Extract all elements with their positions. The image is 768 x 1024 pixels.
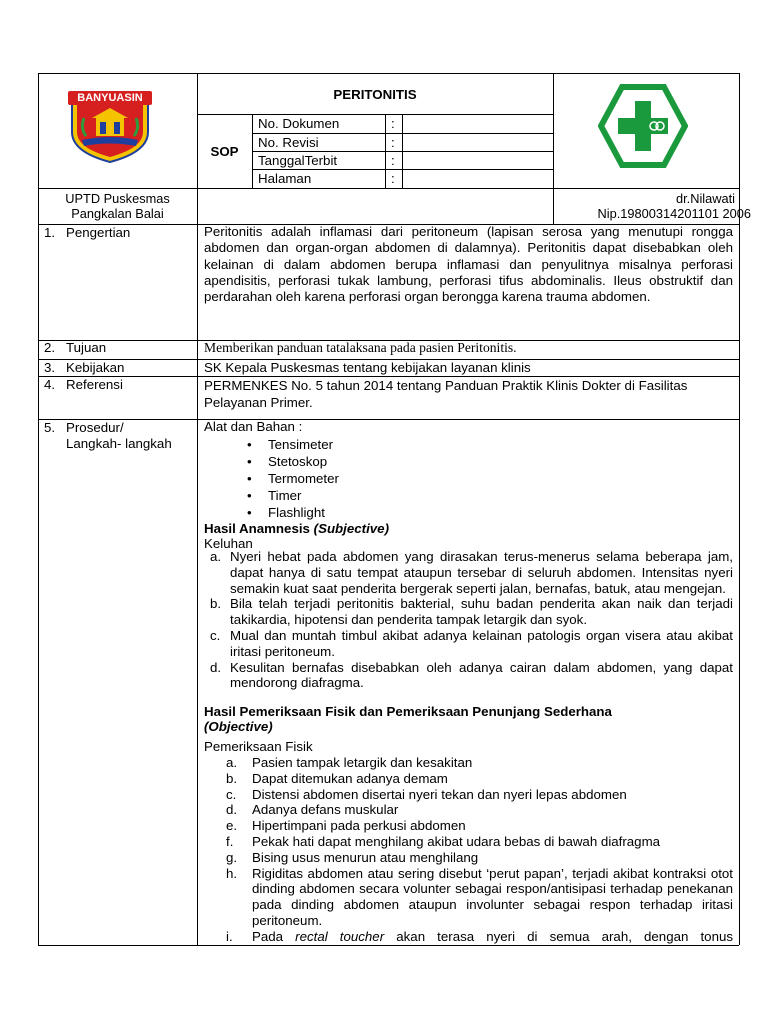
item-text: Kesulitan bernafas disebabkan oleh adanya cairan dalam abdomen, yang dapat mendorong diafragma. [230, 659, 733, 691]
item-text: Pekak hati dapat menghilang akibat udara bebas di bawah diafragma [252, 833, 661, 849]
fisik-heading: Hasil Pemeriksaan Fisik dan Pemeriksaan Penunjang Sederhana [204, 704, 612, 719]
list-item [204, 628, 733, 660]
section-number: 5. [44, 420, 56, 435]
item-text-em: rectal toucher [295, 928, 385, 944]
item-text: Pasien tampak letargik dan kesakitan [252, 755, 473, 770]
keluhan-label: Keluhan [204, 536, 253, 551]
list-item [204, 755, 733, 771]
signer-nip: Nip.19800314201101 2006 [597, 206, 751, 221]
item-letter: f. [226, 833, 234, 849]
doc-field-label: TanggalTerbit [258, 153, 338, 168]
item-text: Bila telah terjadi peritonitis bakterial, suhu badan penderita akan naik dan terjadi takikardia, hipotensi dan penderita tampak letargik dan syok. [230, 596, 733, 628]
keluhan-list [204, 549, 733, 691]
list-item [204, 834, 733, 850]
doc-field-label: Halaman [258, 171, 312, 186]
section-number: 4. [44, 377, 56, 392]
item-letter: d. [210, 659, 222, 675]
section-number: 3. [44, 360, 56, 375]
list-item [204, 771, 733, 787]
item-letter: a. [226, 755, 238, 770]
item-text: Distensi abdomen disertai nyeri tekan dan nyeri lepas abdomen [252, 786, 627, 802]
doc-field-label: No. Revisi [258, 135, 319, 150]
alat-list [247, 436, 339, 521]
item-text-post: akan terasa nyeri di semua arah, dengan tonus [396, 928, 734, 944]
item-letter: b. [210, 596, 222, 612]
list-item: • Timer [247, 487, 339, 504]
doc-field-sep: : [391, 116, 395, 131]
doc-field-sep: : [391, 153, 395, 168]
item-text: Hipertimpani pada perkusi abdomen [252, 818, 466, 834]
tujuan-text: Memberikan panduan tatalaksana pada pasien Peritonitis. [204, 340, 517, 355]
anamnesis-heading-sub: (Subjective) [313, 521, 390, 536]
org-name-line1: UPTD Puskesmas [65, 191, 170, 206]
document-title: PERITONITIS [333, 87, 417, 102]
item-letter: i. [226, 928, 233, 944]
pengertian-text: Peritonitis adalah inflamasi dari peritoneum (lapisan serosa yang menutupi rongga abdomen dan organ-organ abdomen di dalamnya). Peritonitis dapat disebabkan oleh kelainan di dalam abdomen berupa inflamasi dan penyulitnya misalnya perforasi apendisitis, perforasi tukak lambung, perforasi tifus abdominalis. Ileus obstruktif dan perdarahan oleh karena perforasi organ berongga karena trauma abdomen. [204, 224, 733, 305]
item-letter: a. [210, 549, 222, 564]
section-label: Prosedur/ [66, 420, 124, 435]
section-label: Pengertian [66, 225, 131, 240]
fisik-label: Pemeriksaan Fisik [204, 739, 313, 754]
item-text: Dapat ditemukan adanya demam [252, 770, 448, 786]
org-name-line2: Pangkalan Balai [71, 206, 164, 221]
puskesmas-logo [598, 84, 688, 168]
list-item: • Termometer [247, 470, 339, 487]
list-item [204, 549, 733, 596]
item-text: Adanya defans muskular [252, 802, 399, 818]
item-letter: g. [226, 849, 238, 865]
list-item: • Flashlight [247, 504, 339, 521]
anamnesis-heading [204, 521, 389, 537]
item-text: Bising usus menurun atau menghilang [252, 849, 479, 865]
anamnesis-heading-text: Hasil Anamnesis [204, 521, 310, 536]
list-item: • Tensimeter [247, 436, 339, 453]
list-item [204, 929, 733, 945]
section-label-cont: Langkah- langkah [66, 436, 172, 451]
kebijakan-text: SK Kepala Puskesmas tentang kebijakan layanan klinis [204, 360, 531, 375]
item-text: Mual dan muntah timbul akibat adanya kelainan patologis organ visera atau akibat iritasi peritoneum. [230, 627, 733, 659]
section-number: 1. [44, 225, 56, 240]
alat-heading: Alat dan Bahan : [204, 419, 303, 434]
item-text-pre: Pada [252, 928, 284, 944]
doc-field-sep: : [391, 171, 395, 186]
list-item [204, 787, 733, 803]
section-label: Referensi [66, 377, 123, 392]
list-item [204, 660, 733, 692]
section-label: Kebijakan [66, 360, 125, 375]
fisik-heading-sub: (Objective) [204, 719, 273, 734]
doc-field-label: No. Dokumen [258, 116, 340, 131]
fisik-list [204, 755, 733, 945]
item-letter: b. [226, 770, 238, 786]
doc-field-sep: : [391, 135, 395, 150]
list-item: • Stetoskop [247, 453, 339, 470]
banyuasin-logo [66, 88, 154, 164]
item-letter: c. [210, 627, 221, 643]
list-item [204, 802, 733, 818]
item-text: Rigiditas abdomen atau sering disebut ‘perut papan’, terjadi akibat kontraksi otot dinding abdomen secara volunter sebagai respon/antisipasi terhadap penekanan pada dinding abdomen ataupun involunter sebagai respon terhadap iritasi peritoneum. [252, 865, 733, 928]
item-letter: d. [226, 802, 238, 818]
item-text: Nyeri hebat pada abdomen yang dirasakan terus-menerus selama beberapa jam, dapat hanya di satu tempat ataupun tersebar di seluruh abdomen. Intensitas nyeri semakin kuat saat penderita bergerak seperti jalan, bernafas, batuk, atau mengejan. [230, 549, 733, 596]
list-item [204, 866, 733, 929]
logo-text: BANYUASIN [77, 92, 143, 104]
item-letter: e. [226, 818, 238, 834]
section-number: 2. [44, 340, 56, 355]
list-item [204, 596, 733, 628]
list-item [204, 850, 733, 866]
sop-label: SOP [210, 144, 239, 159]
item-letter: h. [226, 865, 238, 881]
item-letter: c. [226, 786, 237, 802]
referensi-text: PERMENKES No. 5 tahun 2014 tentang Panduan Praktik Klinis Dokter di Fasilitas Pelayanan Primer. [204, 378, 688, 410]
signer-name: dr.Nilawati [675, 191, 735, 206]
list-item [204, 818, 733, 834]
section-label: Tujuan [66, 340, 107, 355]
